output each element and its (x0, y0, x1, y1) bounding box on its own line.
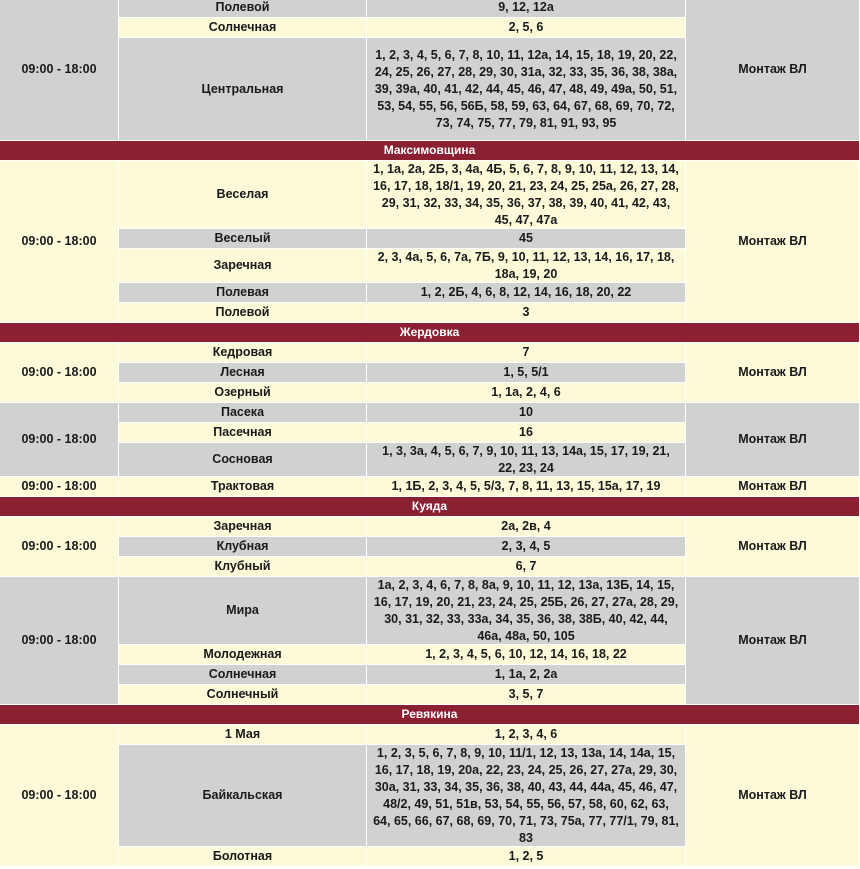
houses-cell: 1, 1а, 2а, 2Б, 3, 4а, 4Б, 5, 6, 7, 8, 9, 10, 11, 12, 13, 14, 16, 17, 18, 18/1, 19, 20, 21, 23, 24, 25, 25а, 26, 27, 28, 29, 31, 32, 33, 34, 35, 36, 37, 38, 39, 40, 41, 42, 43, 45, 47, 47а (367, 161, 686, 229)
street-cell: Солнечный (119, 685, 367, 705)
street-cell: Солнечная (119, 18, 367, 38)
work-type-cell: Монтаж ВЛ (686, 403, 860, 477)
work-type-cell: Монтаж ВЛ (686, 477, 860, 497)
settlement-header: Ревякина (0, 705, 860, 725)
work-type-cell: Монтаж ВЛ (686, 577, 860, 705)
time-cell: 09:00 - 18:00 (0, 725, 119, 867)
houses-cell: 1, 3, 3а, 4, 5, 6, 7, 9, 10, 11, 13, 14а, 15, 17, 19, 21, 22, 23, 24 (367, 443, 686, 477)
street-cell: Кедровая (119, 343, 367, 363)
houses-cell: 3, 5, 7 (367, 685, 686, 705)
houses-cell: 10 (367, 403, 686, 423)
time-cell: 09:00 - 18:00 (0, 403, 119, 477)
time-cell: 09:00 - 18:00 (0, 161, 119, 323)
time-cell: 09:00 - 18:00 (0, 343, 119, 403)
settlement-header: Жердовка (0, 323, 860, 343)
time-cell: 09:00 - 18:00 (0, 0, 119, 141)
houses-cell: 1, 5, 5/1 (367, 363, 686, 383)
street-cell: Байкальская (119, 745, 367, 847)
street-cell: Центральная (119, 38, 367, 141)
street-cell: Веселый (119, 229, 367, 249)
work-type-cell: Монтаж ВЛ (686, 0, 860, 141)
street-cell: Пасека (119, 403, 367, 423)
houses-cell: 3 (367, 303, 686, 323)
houses-cell: 1, 1а, 2, 4, 6 (367, 383, 686, 403)
street-cell: Пасечная (119, 423, 367, 443)
houses-cell: 7 (367, 343, 686, 363)
work-type-cell: Монтаж ВЛ (686, 161, 860, 323)
houses-cell: 2, 3, 4, 5 (367, 537, 686, 557)
street-cell: Сосновая (119, 443, 367, 477)
street-cell: Болотная (119, 847, 367, 867)
street-cell: Клубная (119, 537, 367, 557)
houses-cell: 1, 2, 3, 4, 5, 6, 10, 12, 14, 16, 18, 22 (367, 645, 686, 665)
street-cell: Заречная (119, 517, 367, 537)
street-cell: Трактовая (119, 477, 367, 497)
houses-cell: 1, 1а, 2, 2а (367, 665, 686, 685)
street-cell: 1 Мая (119, 725, 367, 745)
houses-cell: 1, 2, 3, 4, 5, 6, 7, 8, 10, 11, 12а, 14, 15, 18, 19, 20, 22, 24, 25, 26, 27, 28, 29, 30, 31а, 32, 33, 35, 36, 38, 38а, 39, 39а, 40, 41, 42, 44, 45, 46, 47, 48, 49, 49а, 50, 51, 53, 54, 55, 56, 56Б, 58, 59, 63, 64, 67, 68, 69, 70, 72, 73, 74, 75, 77, 79, 81, 91, 93, 95 (367, 38, 686, 141)
houses-cell: 9, 12, 12а (367, 0, 686, 18)
houses-cell: 2а, 2в, 4 (367, 517, 686, 537)
time-cell: 09:00 - 18:00 (0, 577, 119, 705)
street-cell: Заречная (119, 249, 367, 283)
street-cell: Лесная (119, 363, 367, 383)
street-cell: Веселая (119, 161, 367, 229)
houses-cell: 2, 3, 4а, 5, 6, 7а, 7Б, 9, 10, 11, 12, 13, 14, 16, 17, 18, 18а, 19, 20 (367, 249, 686, 283)
street-cell: Полевой (119, 0, 367, 18)
houses-cell: 1, 2, 2Б, 4, 6, 8, 12, 14, 16, 18, 20, 22 (367, 283, 686, 303)
street-cell: Полевой (119, 303, 367, 323)
street-cell: Клубный (119, 557, 367, 577)
street-cell: Озерный (119, 383, 367, 403)
work-type-cell: Монтаж ВЛ (686, 343, 860, 403)
time-cell: 09:00 - 18:00 (0, 517, 119, 577)
settlement-header: Максимовщина (0, 141, 860, 161)
houses-cell: 1, 1Б, 2, 3, 4, 5, 5/3, 7, 8, 11, 13, 15, 15а, 17, 19 (367, 477, 686, 497)
settlement-header: Куяда (0, 497, 860, 517)
houses-cell: 1, 2, 5 (367, 847, 686, 867)
houses-cell: 1, 2, 3, 4, 6 (367, 725, 686, 745)
street-cell: Полевая (119, 283, 367, 303)
work-type-cell: Монтаж ВЛ (686, 517, 860, 577)
street-cell: Солнечная (119, 665, 367, 685)
houses-cell: 45 (367, 229, 686, 249)
street-cell: Мира (119, 577, 367, 645)
houses-cell: 16 (367, 423, 686, 443)
houses-cell: 1а, 2, 3, 4, 6, 7, 8, 8а, 9, 10, 11, 12, 13а, 13Б, 14, 15, 16, 17, 19, 20, 21, 23, 24, 25, 25Б, 26, 27, 27а, 28, 29, 30, 31, 32, 33, 33а, 34, 35, 36, 38, 38Б, 40, 42, 44, 46а, 48а, 50, 105 (367, 577, 686, 645)
time-cell: 09:00 - 18:00 (0, 477, 119, 497)
houses-cell: 2, 5, 6 (367, 18, 686, 38)
work-type-cell: Монтаж ВЛ (686, 725, 860, 867)
street-cell: Молодежная (119, 645, 367, 665)
houses-cell: 6, 7 (367, 557, 686, 577)
houses-cell: 1, 2, 3, 5, 6, 7, 8, 9, 10, 11/1, 12, 13, 13а, 14, 14а, 15, 16, 17, 18, 19, 20а, 22, 23, 24, 25, 26, 27, 27а, 29, 30, 30а, 31, 33, 34, 35, 36, 38, 40, 43, 44, 44а, 45, 46, 47, 48/2, 49, 51, 51в, 53, 54, 55, 56, 57, 58, 60, 62, 63, 64, 65, 66, 67, 68, 69, 70, 71, 73, 75а, 77, 77/1, 79, 81, 83 (367, 745, 686, 847)
